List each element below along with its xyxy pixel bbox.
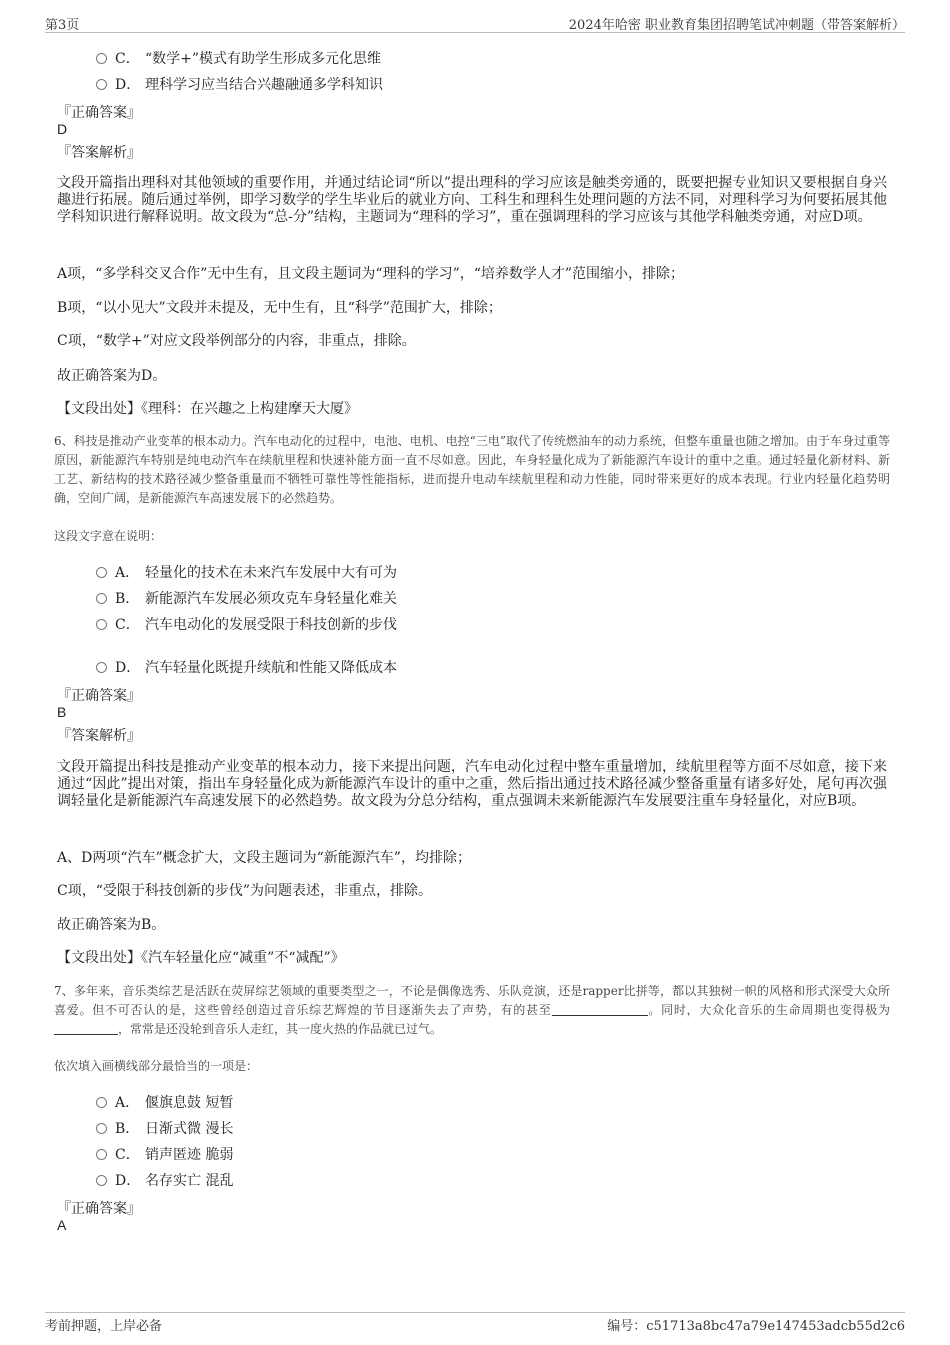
- radio-icon[interactable]: [96, 567, 107, 578]
- q5-option-d[interactable]: D． 理科学习应当结合兴趣融通多学科知识: [96, 74, 383, 94]
- radio-icon[interactable]: [96, 1123, 107, 1134]
- question-7-prompt: 依次填入画横线部分最恰当的一项是：: [54, 1059, 259, 1073]
- radio-icon[interactable]: [96, 1097, 107, 1108]
- passage-source: 【文段出处】《汽车轻量化应“减重”不“减配”》: [57, 950, 345, 966]
- analysis-conclusion: 故正确答案为B。: [57, 917, 166, 933]
- analysis-text: 文段开篇指出理科对其他领域的重要作用，并通过结论词“所以”提出理科的学习应该是触类旁通的，既要把握专业知识又要根据自身兴趣进行拓展。随后通过举例，即学习数学的学生毕业后的就业方向、工科生和理科生处理问题的方法不同，对理科学习为何要拓展其他学科知识进行解释说明。故文段为“总-分”结构，主题词为“理科的学习”，重在强调理科的学习应该与其他学科触类旁通，对应D项。: [57, 175, 887, 225]
- q5-option-c[interactable]: C． “数学+”模式有助学生形成多元化思维: [96, 48, 381, 68]
- footer-slogan: 考前押题，上岸必备: [45, 1319, 163, 1334]
- radio-icon[interactable]: [96, 1149, 107, 1160]
- q6-option-b[interactable]: B． 新能源汽车发展必须攻克车身轻量化难关: [96, 588, 397, 608]
- radio-icon[interactable]: [96, 1175, 107, 1186]
- analysis-label: 『答案解析』: [57, 145, 141, 161]
- q6-option-c[interactable]: C． 汽车电动化的发展受限于科技创新的步伐: [96, 614, 397, 634]
- fill-blank-2: [54, 1022, 118, 1035]
- document-id: 编号：c51713a8bc47a79e147453adcb55d2c6: [607, 1319, 905, 1334]
- page-header: [45, 14, 905, 33]
- answer-label: 『正确答案』: [57, 688, 141, 704]
- analysis-option-b: B项，“以小见大”文段并未提及，无中生有，且“科学”范围扩大，排除；: [57, 300, 502, 316]
- q7-option-b[interactable]: B． 日渐式微 漫长: [96, 1118, 233, 1138]
- q7-option-d[interactable]: D． 名存实亡 混乱: [96, 1170, 233, 1190]
- answer-value: B: [57, 704, 67, 720]
- analysis-option-c: C项，“受限于科技创新的步伐”为问题表述，非重点，排除。: [57, 883, 433, 899]
- radio-icon[interactable]: [96, 79, 107, 90]
- page-number: 第3页: [45, 18, 80, 33]
- answer-value: A: [57, 1217, 67, 1233]
- answer-value: D: [57, 121, 68, 137]
- analysis-text: 文段开篇提出科技是推动产业变革的根本动力，接下来提出问题，汽车电动化过程中整车重量增加，续航里程等方面不尽如意，接下来通过“因此”提出对策，指出车身轻量化成为新能源汽车设计的重中之重，然后指出通过技术路径减少整备重量有诸多好处，尾句再次强调轻量化是新能源汽车高速发展下的必然趋势。故文段为分总分结构，重点强调未来新能源汽车发展要注重车身轻量化，对应B项。: [57, 759, 887, 809]
- q6-option-a[interactable]: A． 轻量化的技术在未来汽车发展中大有可为: [96, 562, 397, 582]
- q7-option-a[interactable]: A． 偃旗息鼓 短暂: [96, 1092, 233, 1112]
- question-7-stem: 7、多年来，音乐类综艺是活跃在荧屏综艺领域的重要类型之一，不论是偶像选秀、乐队竞演，还是rapper比拼等，都以其独树一帜的风格和形式深受大众所喜爱。但不可否认的是，这些曾经创造过音乐综艺辉煌的节目逐渐失去了声势，有的甚至 。同时，大众化音乐的生命周期也变得极为，常常是还没轮到音乐人走红，其一度火热的作品就已过气。: [54, 984, 890, 1036]
- answer-label: 『正确答案』: [57, 1201, 141, 1217]
- analysis-conclusion: 故正确答案为D。: [57, 368, 167, 384]
- radio-icon[interactable]: [96, 619, 107, 630]
- analysis-label: 『答案解析』: [57, 728, 141, 744]
- question-6-prompt: 这段文字意在说明：: [54, 529, 163, 543]
- answer-label: 『正确答案』: [57, 105, 141, 121]
- analysis-option-ad: A、D两项“汽车”概念扩大，文段主题词为“新能源汽车”，均排除；: [57, 850, 471, 866]
- analysis-option-a: A项，“多学科交叉合作”无中生有，且文段主题词为“理科的学习”，“培养数学人才”范围缩小，排除；: [57, 266, 685, 282]
- radio-icon[interactable]: [96, 593, 107, 604]
- q7-option-c[interactable]: C． 销声匿迹 脆弱: [96, 1144, 233, 1164]
- passage-source: 【文段出处】《理科：在兴趣之上构建摩天大厦》: [57, 401, 358, 417]
- page-footer: [45, 1312, 905, 1333]
- document-title: 2024年哈密 职业教育集团招聘笔试冲刺题（带答案解析）: [568, 18, 905, 33]
- radio-icon[interactable]: [96, 53, 107, 64]
- analysis-option-c: C项，“数学+”对应文段举例部分的内容，非重点，排除。: [57, 333, 416, 349]
- q6-option-d[interactable]: D． 汽车轻量化既提升续航和性能又降低成本: [96, 657, 397, 677]
- fill-blank-1: [552, 1003, 648, 1016]
- radio-icon[interactable]: [96, 662, 107, 673]
- question-6-stem: 6、科技是推动产业变革的根本动力。汽车电动化的过程中，电池、电机、电控“三电”取代了传统燃油车的动力系统，但整车重量也随之增加。由于车身过重等原因，新能源汽车特别是纯电动汽车在续航里程和快速补能方面一直不尽如意。因此，车身轻量化成为了新能源汽车设计的重中之重。通过轻量化新材料、新工艺、新结构的技术路径减少整备重量而不牺牲可靠性等性能指标，进而提升电动车续航里程和动力性能，同时带来更好的成本表现。行业内轻量化趋势明确，空间广阔，是新能源汽车高速发展下的必然趋势。: [54, 434, 890, 505]
